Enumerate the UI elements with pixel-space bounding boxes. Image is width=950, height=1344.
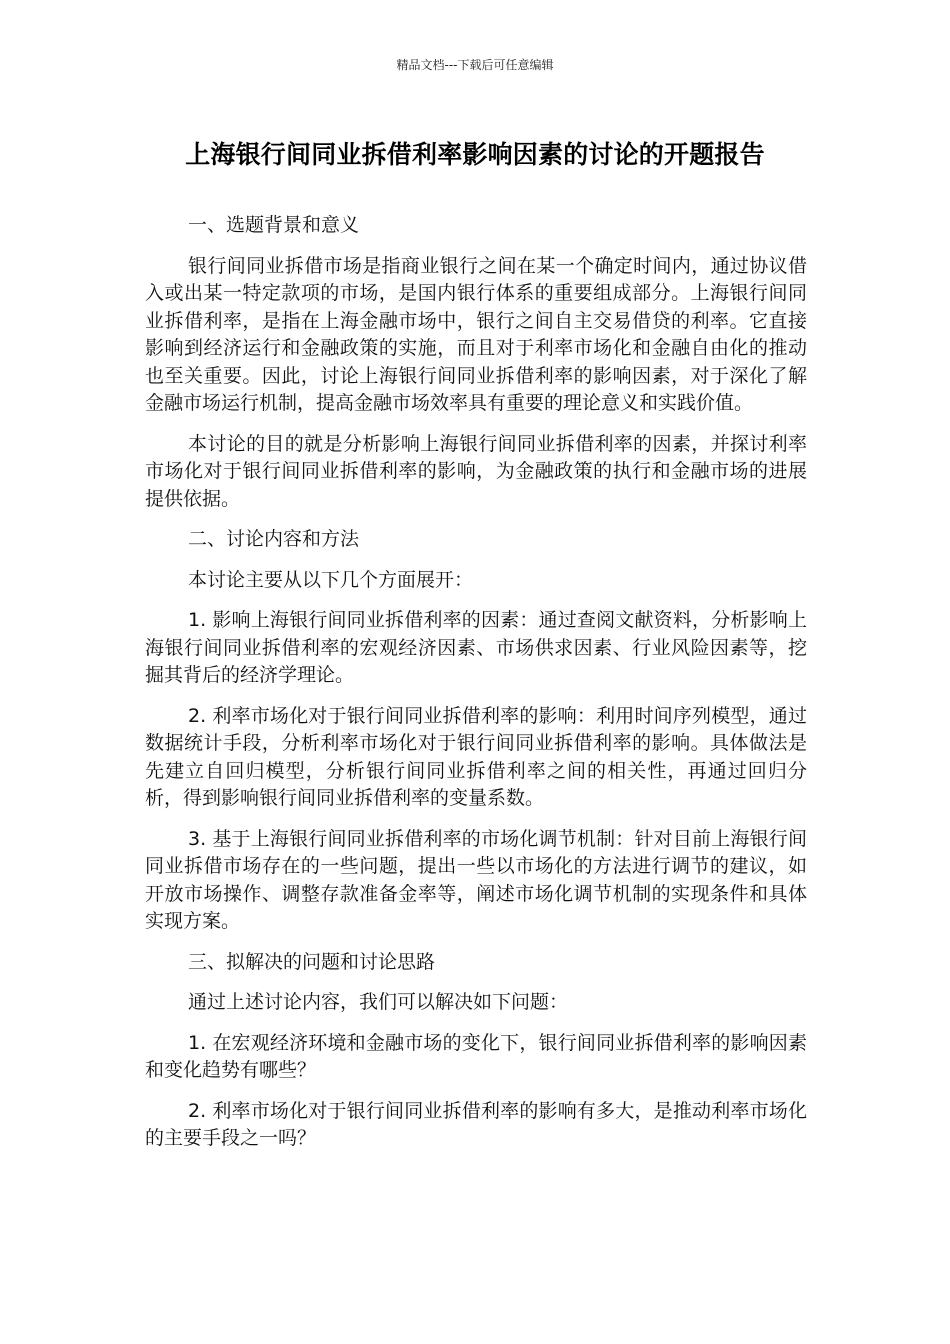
section-3-item-2: 2. 利率市场化对于银行间同业拆借利率的影响有多大，是推动利率市场化的主要手段之一吗？ [145, 1099, 807, 1149]
document-title: 上海银行间同业拆借利率影响因素的讨论的开题报告 [185, 140, 765, 169]
section-3-intro: 通过上述讨论内容，我们可以解决如下问题： [188, 991, 569, 1013]
section-2-item-1: 1. 影响上海银行间同业拆借利率的因素：通过查阅文献资料，分析影响上海银行间同业拆借利率的宏观经济因素、市场供求因素、行业风险因素等，挖掘其背后的经济学理论。 [145, 609, 807, 686]
section-2-heading: 二、讨论内容和方法 [188, 528, 360, 550]
section-2-item-3: 3. 基于上海银行间同业拆借利率的市场化调节机制：针对目前上海银行间同业拆借市场存在的一些问题，提出一些以市场化的方法进行调节的建议，如开放市场操作、调整存款准备金率等，阐述市场化调节机制的实现条件和具体实现方案。 [145, 827, 807, 932]
section-1-paragraph-1: 银行间同业拆借市场是指商业银行之间在某一个确定时间内，通过协议借入或出某一特定款项的市场，是国内银行体系的重要组成部分。上海银行间同业拆借利率，是指在上海金融市场中，银行之间自主交易借贷的利率。它直接影响到经济运行和金融政策的实施，而且对于利率市场化和金融自由化的推动也至关重要。因此，讨论上海银行间同业拆借利率的影响因素，对于深化了解金融市场运行机制，提高金融市场效率具有重要的理论意义和实践价值。 [145, 254, 807, 414]
section-2-item-2: 2. 利率市场化对于银行间同业拆借利率的影响：利用时间序列模型，通过数据统计手段，分析利率市场化对于银行间同业拆借利率的影响。具体做法是先建立自回归模型，分析银行间同业拆借利率之间的相关性，再通过回归分析，得到影响银行间同业拆借利率的变量系数。 [145, 704, 807, 809]
section-1-paragraph-2: 本讨论的目的就是分析影响上海银行间同业拆借利率的因素，并探讨利率市场化对于银行间同业拆借利率的影响，为金融政策的执行和金融市场的进展提供依据。 [145, 432, 807, 510]
section-3-heading: 三、拟解决的问题和讨论思路 [188, 950, 436, 973]
section-3-item-1: 1. 在宏观经济环境和金融市场的变化下，银行间同业拆借利率的影响因素和变化趋势有哪些？ [145, 1031, 807, 1081]
document-header-note: 精品文档---下载后可任意编辑 [396, 58, 554, 72]
section-1-heading: 一、选题背景和意义 [188, 214, 360, 236]
document-body [145, 212, 807, 1166]
section-2-intro: 本讨论主要从以下几个方面展开： [188, 568, 474, 591]
